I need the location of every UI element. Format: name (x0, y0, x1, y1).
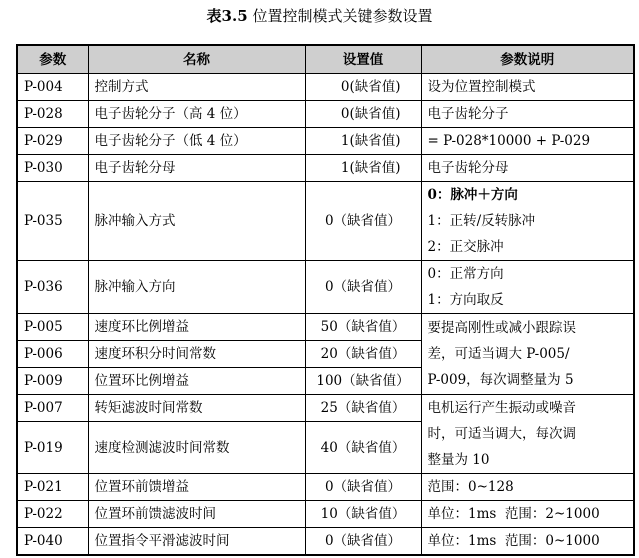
desc-line: 2：正交脉冲 (427, 239, 504, 255)
param-cell: P-028 (17, 101, 88, 128)
name-cell: 控制方式 (88, 74, 305, 101)
desc-line: 电机运行产生振动或噪音 (427, 400, 576, 416)
name-cell: 电子齿轮分子（高 4 位） (88, 101, 305, 128)
name-cell: 速度环积分时间常数 (88, 341, 305, 368)
desc-line: 时，可适当调大，每次调 (427, 426, 576, 442)
param-cell: P-005 (17, 314, 88, 341)
desc-cell: 单位：1ms 范围：2~1000 (421, 501, 634, 528)
header-name: 名称 (88, 45, 305, 74)
param-cell: P-035 (17, 182, 88, 261)
desc-line: 要提高刚性或减小跟踪误 (427, 320, 576, 336)
desc-cell (421, 182, 634, 261)
merged-desc-cell (421, 395, 634, 474)
value-cell: 10（缺省值） (305, 501, 421, 528)
parameter-table (16, 44, 635, 556)
table-row (17, 261, 634, 314)
desc-cell: 电子齿轮分子 (421, 101, 634, 128)
name-cell: 脉冲输入方向 (88, 261, 305, 314)
desc-line: 差，可适当调大 P-005/ (427, 346, 570, 362)
table-row (17, 501, 634, 528)
param-cell: P-040 (17, 528, 88, 556)
value-cell: 0（缺省值） (305, 474, 421, 501)
name-cell: 位置环前馈增益 (88, 474, 305, 501)
name-cell: 转矩滤波时间常数 (88, 395, 305, 422)
param-cell: P-036 (17, 261, 88, 314)
param-cell: P-009 (17, 368, 88, 395)
desc-line: 1：正转/反转脉冲 (427, 213, 536, 229)
table-row (17, 155, 634, 182)
table-row (17, 182, 634, 261)
value-cell: 1(缺省值) (305, 155, 421, 182)
header-desc: 参数说明 (421, 45, 634, 74)
name-cell: 位置环比例增益 (88, 368, 305, 395)
table-row (17, 528, 634, 556)
name-cell: 脉冲输入方式 (88, 182, 305, 261)
value-cell: 0（缺省值） (305, 182, 421, 261)
name-cell: 位置指令平滑滤波时间 (88, 528, 305, 556)
name-cell: 电子齿轮分母 (88, 155, 305, 182)
desc-cell (421, 261, 634, 314)
value-cell: 20（缺省值） (305, 341, 421, 368)
table-row (17, 128, 634, 155)
param-cell: P-019 (17, 422, 88, 474)
table-title: 位置控制模式关键参数设置 (252, 7, 433, 25)
param-cell: P-021 (17, 474, 88, 501)
value-cell: 0(缺省值) (305, 101, 421, 128)
param-cell: P-022 (17, 501, 88, 528)
param-cell: P-006 (17, 341, 88, 368)
value-cell: 0(缺省值) (305, 74, 421, 101)
desc-line: 0：脉冲＋方向 (427, 187, 518, 203)
value-cell: 1(缺省值) (305, 128, 421, 155)
value-cell: 0（缺省值） (305, 528, 421, 556)
desc-cell: 设为位置控制模式 (421, 74, 634, 101)
header-value: 设置值 (305, 45, 421, 74)
table-row (17, 474, 634, 501)
desc-line: 整量为 10 (427, 452, 490, 468)
param-cell: P-007 (17, 395, 88, 422)
desc-line: 1：方向取反 (427, 292, 504, 308)
name-cell: 速度环比例增益 (88, 314, 305, 341)
name-cell: 位置环前馈滤波时间 (88, 501, 305, 528)
desc-line: 0：正常方向 (427, 266, 504, 282)
table-row (17, 74, 634, 101)
param-cell: P-029 (17, 128, 88, 155)
desc-cell: 电子齿轮分母 (421, 155, 634, 182)
merged-desc-cell (421, 314, 634, 395)
desc-line: P-009，每次调整量为 5 (427, 372, 574, 388)
header-row (17, 45, 634, 74)
param-cell: P-030 (17, 155, 88, 182)
value-cell: 25（缺省值） (305, 395, 421, 422)
value-cell: 0（缺省值） (305, 261, 421, 314)
desc-cell: 范围：0~128 (421, 474, 634, 501)
table-row (17, 395, 634, 422)
param-cell: P-004 (17, 74, 88, 101)
table-caption (0, 6, 639, 26)
name-cell: 电子齿轮分子（低 4 位） (88, 128, 305, 155)
value-cell: 100（缺省值） (305, 368, 421, 395)
header-param: 参数 (17, 45, 88, 74)
desc-cell: = P-028*10000 + P-029 (421, 128, 634, 155)
table-row (17, 101, 634, 128)
value-cell: 50（缺省值） (305, 314, 421, 341)
table-row (17, 314, 634, 341)
table-number: 表3.5 (206, 7, 248, 25)
value-cell: 40（缺省值） (305, 422, 421, 474)
desc-cell: 单位：1ms 范围：0~1000 (421, 528, 634, 556)
name-cell: 速度检测滤波时间常数 (88, 422, 305, 474)
